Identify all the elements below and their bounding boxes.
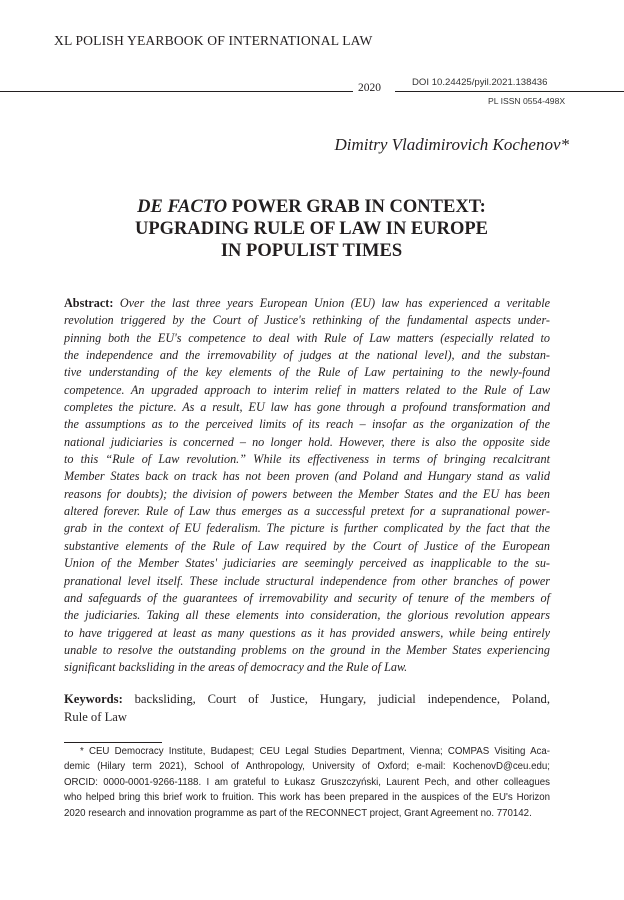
footnote-line: ORCID: 0000-0001-9266-1188. I am grateful to Łukasz Gruszczyński, Laurent Pech, and other colleagues bbox=[64, 776, 550, 788]
abstract-line: to this “Rule of Law revolution.” While its effectiveness in terms of bringing recalcitrant bbox=[64, 452, 550, 467]
abstract-line: tive understanding of the key elements of the Rule of Law pertaining to the newly-found bbox=[64, 365, 550, 380]
footnote-line: 2020 research and innovation programme as part of the RECONNECT project, Grant Agreement no. 770142. bbox=[64, 807, 532, 819]
abstract-line: reasons for doubts); the division of powers between the Member States and the EU has been bbox=[64, 486, 550, 501]
abstract-text: Over the last three years European Union (EU) law has experienced a veritable bbox=[113, 296, 550, 310]
abstract-line: altered forever. Rule of Law thus emerges as a successful pretext for a supranational power- bbox=[64, 504, 550, 519]
abstract-line: to have triggered at least as many questions as it has provided answers, while being entirely bbox=[64, 625, 550, 640]
abstract-line: pinning both the EU's competence to deal with Rule of Law matters (especially related to bbox=[64, 330, 550, 345]
keywords-line bbox=[64, 691, 550, 709]
abstract-line: revolution triggered by the Court of Justice's rethinking of the fundamental aspects under- bbox=[64, 313, 550, 328]
abstract-line: pranational level itself. These include structural independence from other branches of power bbox=[64, 573, 550, 588]
abstract-line: substantive elements of the Rule of Law required by the Court of Justice of the European bbox=[64, 538, 550, 553]
abstract-line: the independence and the irremovability of judges at the national level), and the substan- bbox=[64, 348, 550, 363]
footnote-rule bbox=[64, 742, 162, 743]
doi: DOI 10.24425/pyil.2021.138436 bbox=[412, 77, 548, 88]
abstract-line: Union of the Member States' judiciaries are seemingly perceived as inapplicable to the su- bbox=[64, 556, 550, 571]
abstract-line: and safeguards of the guarantees of irremovability and security of tenure of the members of bbox=[64, 590, 550, 605]
abstract-line: national judiciaries is concerned – no longer hold. However, there is also the opposite side bbox=[64, 434, 550, 449]
issn: PL ISSN 0554-498X bbox=[488, 96, 566, 106]
abstract-line: competence. An upgraded approach to interim relief in matters related to the Rule of Law bbox=[64, 382, 550, 397]
keywords-label: Keywords: bbox=[64, 692, 123, 706]
abstract-line bbox=[64, 295, 550, 312]
footnote-line: demic (Hilary term 2021), School of Anthropology, University of Oxford; e-mail: KochenovD@ceu.edu; bbox=[64, 761, 550, 773]
title-line-1-rest: POWER GRAB IN CONTEXT: bbox=[227, 197, 486, 217]
keywords-line: Rule of Law bbox=[64, 709, 127, 724]
abstract-label: Abstract: bbox=[64, 296, 114, 310]
footnote-line bbox=[64, 744, 550, 759]
header-rule-left bbox=[0, 91, 353, 92]
title-italic: DE FACTO bbox=[137, 197, 228, 217]
journal-year: 2020 bbox=[358, 82, 381, 94]
abstract bbox=[64, 295, 550, 677]
abstract-line: Member States back on track has not been proven (and Poland and Hungary stand as valid bbox=[64, 469, 550, 484]
abstract-line: grab in the context of EU federalism. The picture is further complicated by the fact that the bbox=[64, 521, 550, 536]
footnote-text: * CEU Democracy Institute, Budapest; CEU Legal Studies Department, Vienna; COMPAS Visiting Aca- bbox=[80, 746, 550, 757]
keywords bbox=[64, 691, 550, 726]
title-line-3: IN POPULIST TIMES bbox=[220, 241, 403, 261]
abstract-line: significant backsliding in the areas of democracy and the Rule of Law. bbox=[64, 660, 408, 675]
footnote-line: who helped bring this brief work to fruition. This work has been prepared in the auspices of the EU's Horizon bbox=[64, 792, 550, 804]
title-line-2: UPGRADING RULE OF LAW IN EUROPE bbox=[134, 219, 489, 239]
footnote bbox=[64, 744, 550, 821]
keywords-text: backsliding, Court of Justice, Hungary, judicial independence, Poland, bbox=[122, 692, 550, 706]
author-name: Dimitry Vladimirovich Kochenov* bbox=[334, 135, 569, 154]
abstract-line: the assumptions as to the perceived limits of its reach – insofar as the organization of the bbox=[64, 417, 550, 432]
abstract-line: the judiciaries. Taking all these elements into consideration, the glorious revolution appears bbox=[64, 608, 550, 623]
abstract-line: unable to resolve the outstanding problems on the ground in the Member States experiencing bbox=[64, 642, 550, 657]
header-rule-right bbox=[395, 91, 624, 92]
abstract-line: completes the picture. As a result, EU law has gone through a profound transformation and bbox=[64, 400, 550, 415]
journal-title: XL POLISH YEARBOOK OF INTERNATIONAL LAW bbox=[54, 33, 373, 48]
title-line-1 bbox=[60, 196, 563, 218]
article-title bbox=[60, 196, 563, 262]
